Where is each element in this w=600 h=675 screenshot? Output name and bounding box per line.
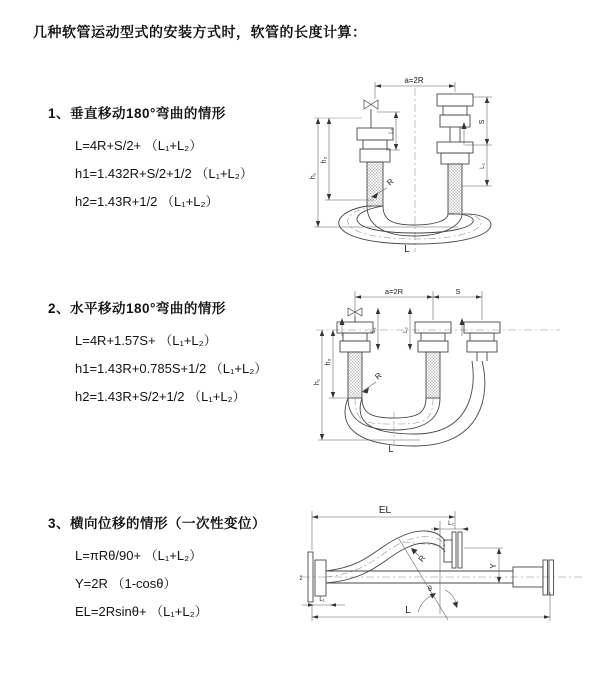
section-lateral-displacement <box>48 512 266 626</box>
dim-label-s: S <box>455 287 461 296</box>
formula-line: h2=1.43R+1/2 （L₁+L₂） <box>75 194 219 209</box>
dimension-labels-group <box>300 505 499 616</box>
dimension-lines-group <box>299 511 550 621</box>
dim-label-s: S <box>479 119 486 125</box>
dim-label-theta: θ <box>428 586 432 593</box>
dim-label-l1: L₁ <box>371 327 377 333</box>
arrowheads-group <box>320 295 482 440</box>
diagram-lateral-displacement <box>295 500 595 655</box>
dim-label-l: L <box>405 605 411 616</box>
formula-line: L=4R+1.57S+ （L₁+L₂） <box>75 333 217 348</box>
dim-label-r: R <box>416 553 428 564</box>
dim-label-h2: h₂ <box>321 156 328 164</box>
dim-label-a2r: a=2R <box>404 76 424 85</box>
weld-mark: z̄ <box>299 576 303 582</box>
section-vertical-bend <box>48 102 253 216</box>
section-3-formulas <box>75 542 266 626</box>
dim-label-h2: h₂ <box>325 358 332 366</box>
section-1-formulas <box>75 132 253 216</box>
right-flange <box>543 560 548 595</box>
dim-label-el: EL <box>378 505 392 516</box>
dim-label-y: Y <box>489 563 498 569</box>
dim-label-h1: h₁ <box>310 172 317 180</box>
dim-label-r: R <box>373 370 384 382</box>
diagram-vertical-bend <box>305 72 580 257</box>
hose-outline-group <box>337 308 500 446</box>
dim-label-l1: L₁ <box>319 597 325 603</box>
formula-line: Y=2R （1-cosθ） <box>75 576 177 591</box>
section-2-heading: 2、水平移动180°弯曲的情形 <box>48 301 226 316</box>
braided-hose-section <box>367 162 383 206</box>
section-2-formulas <box>75 327 267 411</box>
formula-line: L=4R+S/2+ （L₁+L₂） <box>75 138 203 153</box>
dim-label-a2r: a=2R <box>384 287 404 296</box>
dim-label-l1: L₁ <box>389 128 395 134</box>
formula-line: h2=1.43R+S/2+1/2 （L₁+L₂） <box>75 389 246 404</box>
section-horizontal-bend <box>48 297 267 411</box>
dim-label-l: L <box>404 244 410 255</box>
braided-hose-section <box>348 352 362 398</box>
dim-label-l2: L₂ <box>448 521 454 527</box>
formula-line: L=πRθ/90+ （L₁+L₂） <box>75 548 203 563</box>
dim-label-l: L <box>388 444 394 454</box>
section-3-heading: 3、横向位移的情形（一次性变位） <box>48 516 267 531</box>
dim-label-r: R <box>385 176 396 188</box>
upper-flange <box>452 532 456 568</box>
page-title: 几种软管运动型式的安装方式时，软管的长度计算： <box>33 24 367 40</box>
formula-line: h1=1.43R+0.785S+1/2 （L₁+L₂） <box>75 361 268 376</box>
dimension-lines-group <box>314 82 492 227</box>
braided-hose-section <box>426 352 440 398</box>
formula-line: h1=1.432R+S/2+1/2 （L₁+L₂） <box>75 166 253 181</box>
braided-hose-section <box>448 164 462 214</box>
diagram-horizontal-bend <box>310 282 585 454</box>
dim-label-l2: L₂ <box>403 327 409 333</box>
valve-icon <box>364 100 378 109</box>
dim-label-h1: h₁ <box>314 378 321 386</box>
formula-line: EL=2Rsinθ+ （L₁+L₂） <box>75 604 208 619</box>
dim-label-l2: L₂ <box>480 163 486 169</box>
section-1-heading: 1、垂直移动180°弯曲的情形 <box>48 106 226 121</box>
